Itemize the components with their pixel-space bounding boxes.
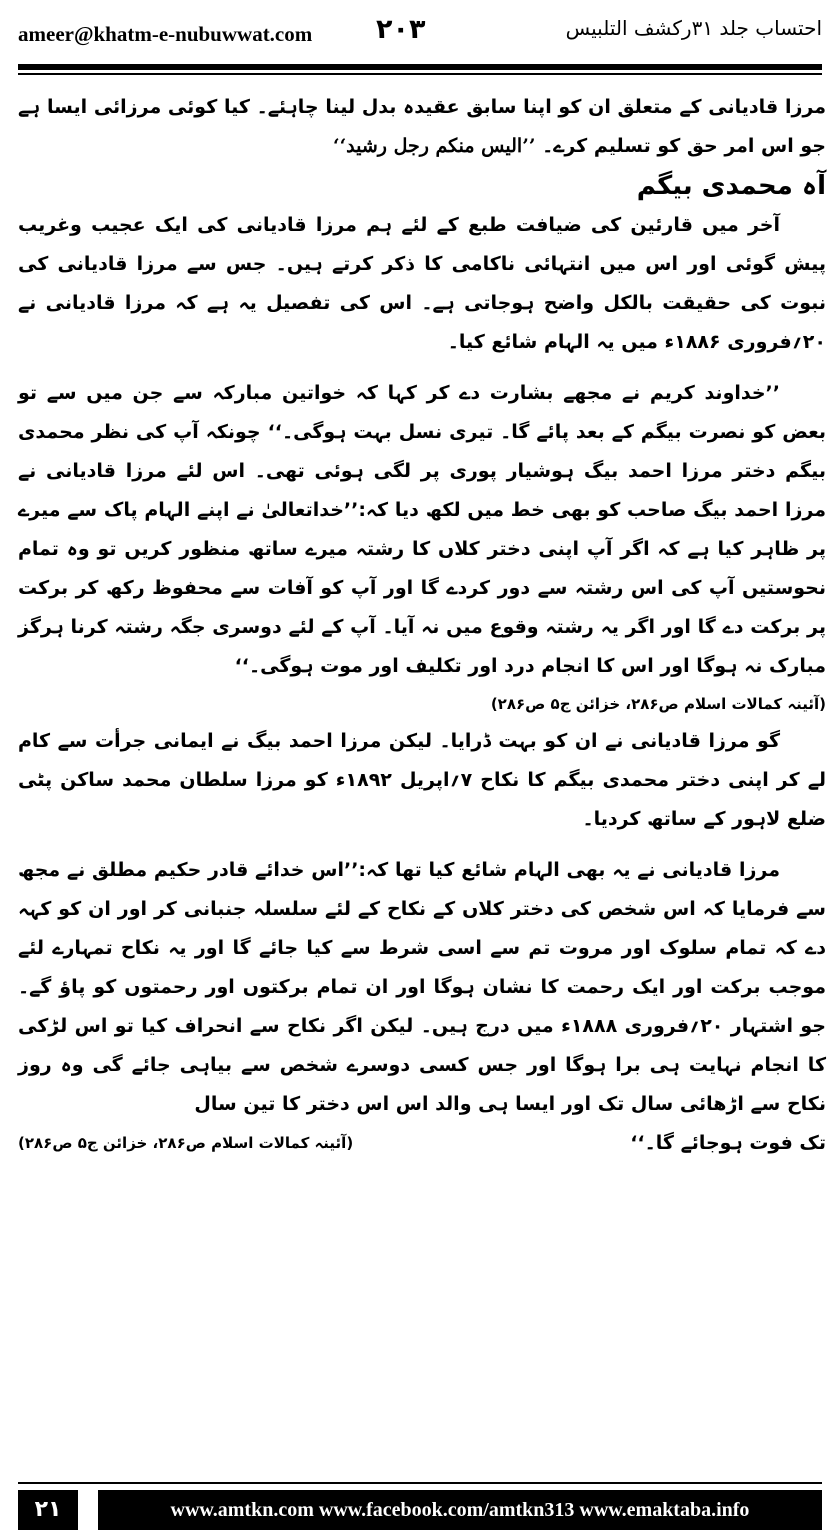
paragraph-5: مرزا قادیانی نے یہ بھی الہام شائع کیا تھا کہ:’’اس خدائے قادر حکیم مطلق نے مجھ سے فرمایا کہ اس شخص کی دختر کلاں کے نکاح کے لئے سلسلہ جنبانی کر اور ان کو کہہ دے کہ تمام سلوک اور مروت تم سے اسی شرط سے کیا جائے گا اور یہ نکاح تمہارے لئے موجب برکت اور ایک رحمت کا نشان ہوگا اور ان تمام برکتوں اور رحمتوں کو پاؤ گے۔ جو اشتہار ۲۰؍فروری ۱۸۸۸ء میں درج ہیں۔ لیکن اگر نکاح سے انحراف کیا تو اس لڑکی کا انجام نہایت ہی برا ہوگا اور جس کسی دوسرے شخص سے بیاہی جائے گی وہ روز نکاح سے اڑھائی سال تک اور ایسا ہی والد اس اس دختر کا تین سال: [18, 859, 826, 1115]
footer-page-number: ۲۱: [18, 1490, 78, 1530]
header-email: ameer@khatm-e-nubuwwat.com: [18, 22, 313, 46]
reference-1: (آئینہ کمالات اسلام ص۲۸۶، خزائن ج۵ ص۲۸۶): [490, 695, 826, 713]
header-page-number: ۲۰۳: [376, 14, 426, 45]
paragraph-2: آخر میں قارئین کی ضیافت طبع کے لئے ہم مرزا قادیانی کی ایک عجیب وغریب پیش گوئی اور اس میں انتہائی ناکامی کا ذکر کرتے ہیں۔ جس سے مرزا قادیانی کی نبوت کی حقیقت بالکل واضح ہوجاتی ہے۔ اس کی تفصیل یہ ہے کہ مرزا قادیانی نے ۲۰؍فروری ۱۸۸۶ء میں یہ الہام شائع کیا۔: [18, 214, 826, 353]
paragraph-5-end: تک فوت ہوجائے گا۔‘‘: [630, 1132, 826, 1154]
arabic-quote: ’’الیس منکم رجل رشید‘‘: [332, 135, 536, 157]
reference-2: (آئینہ کمالات اسلام ص۲۸۶، خزائن ج۵ ص۲۸۶): [18, 1134, 354, 1152]
header-rule-thin: [18, 73, 822, 75]
header-rule-thick: [18, 64, 822, 70]
page-body: [18, 88, 826, 1163]
paragraph-3: ’’خداوند کریم نے مجھے بشارت دے کر کہا کہ خواتین مبارکہ سے جن میں سے تو بعض کو نصرت بیگم کے بعد پائے گا۔ تیری نسل بہت ہوگی۔‘‘ چونکہ آپ کی نظر محمدی بیگم دختر مرزا احمد بیگ ہوشیار پوری پر لگی ہوئی تھی۔ اس لئے مرزا قادیانی نے مرزا احمد بیگ صاحب کو بھی خط میں لکھ دیا کہ:’’خداتعالیٰ نے اپنے الہام پاک سے میرے پر ظاہر کیا ہے کہ اگر آپ اپنی دختر کلاں کا رشتہ میرے ساتھ منظور کریں تو وہ تمام نحوستیں آپ کی اس رشتہ سے دور کردے گا اور آپ کو آفات سے محفوظ رکھ کر برکت پر برکت دے گا اور اگر یہ رشتہ وقوع میں نہ آیا۔ آپ کے لئے دوسری جگہ رشتہ کرنا ہرگز مبارک نہ ہوگا اور اس کا انجام درد اور تکلیف اور موت ہوگی۔‘‘: [18, 382, 826, 677]
paragraph-1-text: مرزا قادیانی کے متعلق ان کو اپنا سابق عقیدہ بدل لینا چاہئے۔ کیا کوئی مرزائی ایسا ہے جو اس امر حق کو تسلیم کرے۔: [18, 96, 826, 157]
paragraph-4: گو مرزا قادیانی نے ان کو بہت ڈرایا۔ لیکن مرزا احمد بیگ نے ایمانی جرأت سے کام لے کر اپنی دختر محمدی بیگم کا نکاح ۷؍اپریل ۱۸۹۲ء کو مرزا سلطان محمد ساکن پٹی ضلع لاہور کے ساتھ کردیا۔: [18, 730, 826, 830]
footer-rule: [18, 1482, 822, 1484]
page-header: [0, 0, 840, 62]
paragraph-5-last-line: [18, 1124, 826, 1163]
header-book-title: احتساب جلد ۳۱رکشف التلبیس: [565, 16, 822, 40]
paragraph-1: [18, 88, 826, 166]
footer-links: www.amtkn.com www.facebook.com/amtkn313 www.emaktaba.info: [98, 1490, 822, 1530]
section-heading: آہ محمدی بیگم: [636, 171, 826, 201]
page-footer: [18, 1490, 822, 1530]
